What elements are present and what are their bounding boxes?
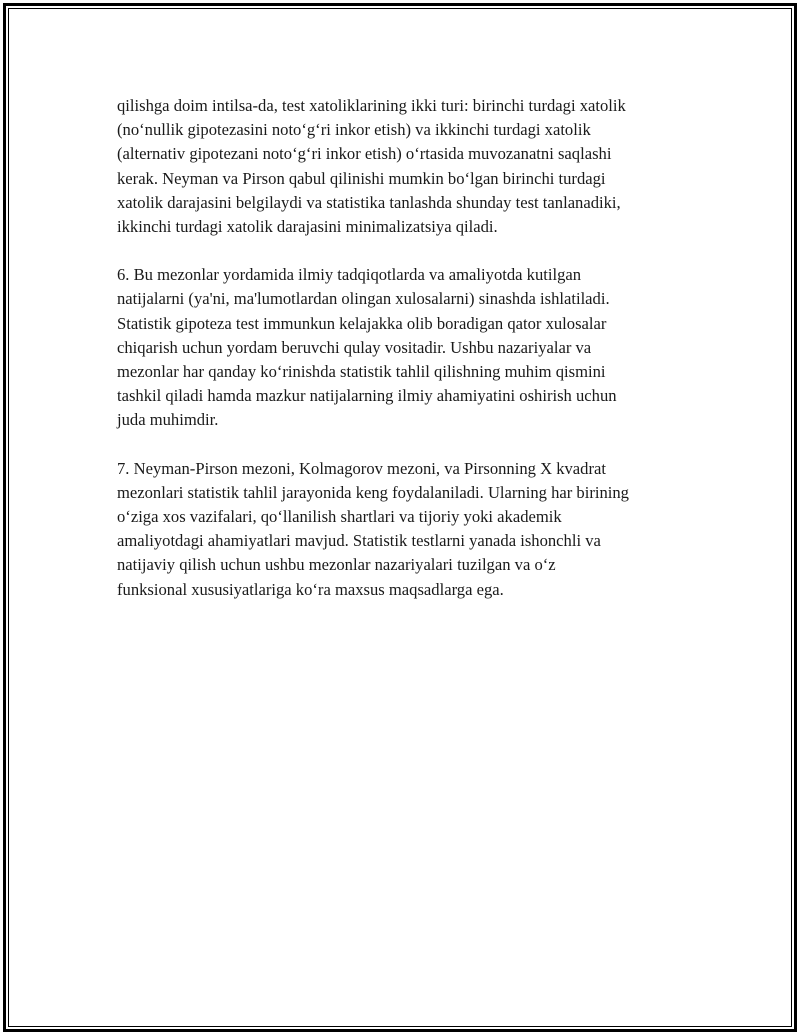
text-line: natijaviy qilish uchun ushbu mezonlar nazariyalari tuzilgan va o‘z — [117, 555, 556, 575]
text-line: Statistik gipoteza test immunkun kelajakka olib boradigan qator xulosalar — [117, 313, 607, 333]
paragraph-item-7 — [117, 457, 707, 602]
text-line: 6. Bu mezonlar yordamida ilmiy tadqiqotlarda va amaliyotda kutilgan — [117, 265, 582, 285]
text-line: chiqarish uchun yordam beruvchi qulay vositadir. Ushbu nazariyalar va — [117, 337, 592, 357]
text-line: mezonlari statistik tahlil jarayonida keng foydalaniladi. Ularning har birining — [117, 482, 629, 502]
paragraph-continuation — [117, 94, 707, 239]
text-line: xatolik darajasini belgilaydi va statistika tanlashda shunday test tanlanadiki, — [117, 192, 621, 212]
paragraph-item-6 — [117, 263, 707, 432]
text-line: ikkinchi turdagi xatolik darajasini minimalizatsiya qiladi. — [117, 217, 498, 237]
text-line: 7. Neyman-Pirson mezoni, Kolmagorov mezoni, va Pirsonning X kvadrat — [117, 458, 606, 478]
text-line: (no‘nullik gipotezasini noto‘g‘ri inkor etish) va ikkinchi turdagi xatolik — [117, 120, 591, 140]
text-line: o‘ziga xos vazifalari, qo‘llanilish shartlari va tijoriy yoki akademik — [117, 507, 562, 527]
text-line: mezonlar har qanday ko‘rinishda statistik tahlil qilishning muhim qismini — [117, 362, 606, 382]
text-line: (alternativ gipotezani noto‘g‘ri inkor etish) o‘rtasida muvozanatni saqlashi — [117, 144, 612, 164]
text-line: amaliyotdagi ahamiyatlari mavjud. Statistik testlarni yanada ishonchli va — [117, 531, 601, 551]
text-line: funksional xususiyatlariga ko‘ra maxsus maqsadlarga ega. — [117, 579, 504, 599]
text-line: natijalarni (ya'ni, ma'lumotlardan olingan xulosalarni) sinashda ishlatiladi. — [117, 289, 610, 309]
text-line: kerak. Neyman va Pirson qabul qilinishi mumkin bo‘lgan birinchi turdagi — [117, 168, 606, 188]
text-line: juda muhimdir. — [117, 410, 219, 430]
document-body — [117, 94, 707, 626]
text-line: tashkil qiladi hamda mazkur natijalarning ilmiy ahamiyatini oshirish uchun — [117, 386, 617, 406]
text-line: qilishga doim intilsa-da, test xatoliklarining ikki turi: birinchi turdagi xatolik — [117, 96, 626, 115]
